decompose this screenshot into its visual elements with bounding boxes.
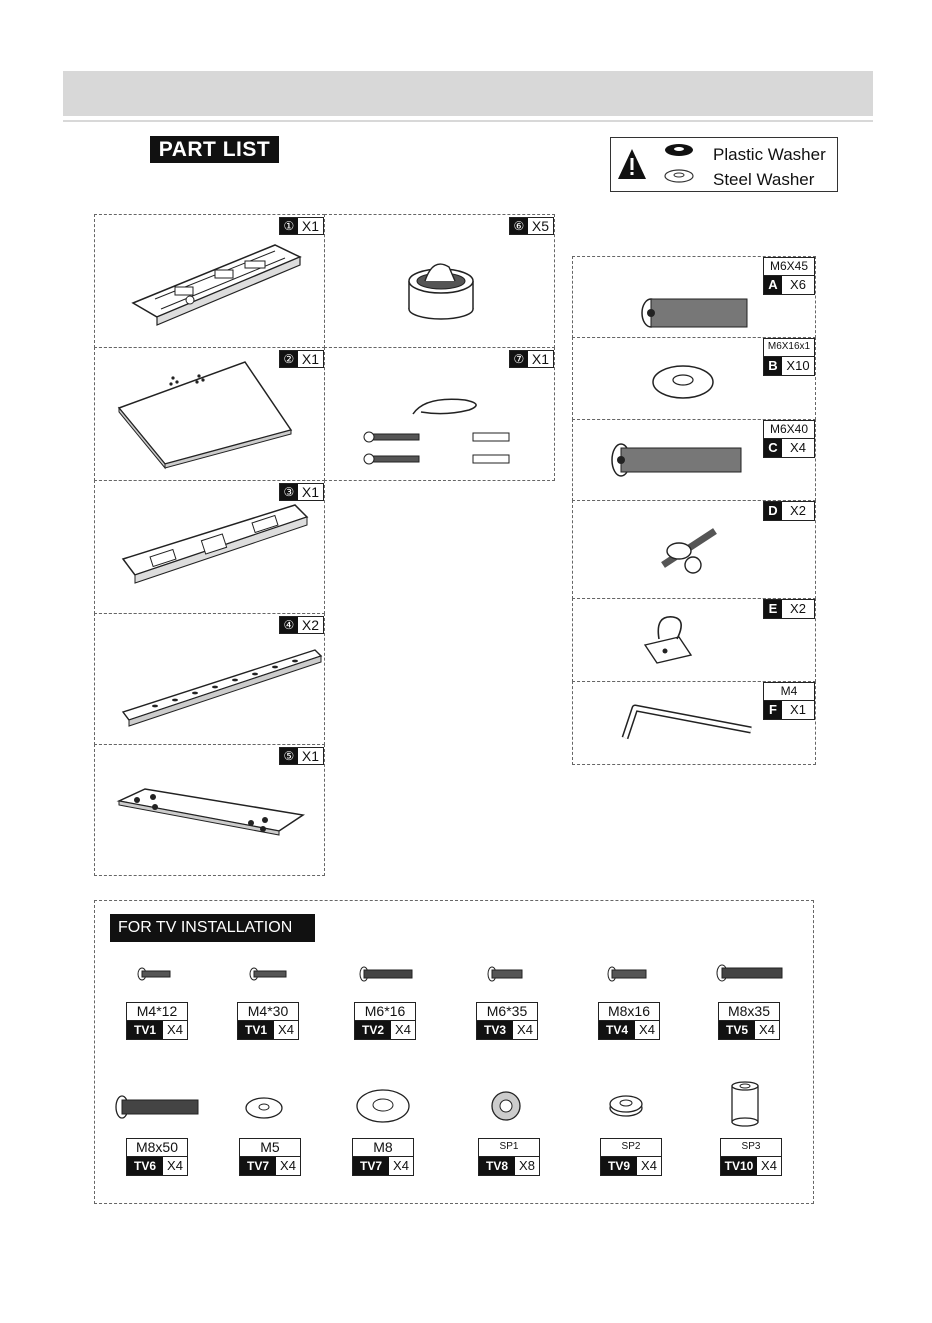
hardware-size: M6X45 (763, 257, 815, 276)
tv-item-quantity: X4 (759, 1022, 775, 1037)
screw-anchor-kit-icon (325, 348, 556, 482)
tv-item-quantity: X4 (167, 1158, 183, 1173)
tv-item-code: TV2 (355, 1021, 391, 1039)
tv-item-size: M8x16 (598, 1002, 660, 1021)
tv-item-size: M5 (239, 1138, 301, 1157)
tv-item-code: TV4 (599, 1021, 635, 1039)
hardware-quantity: X1 (790, 702, 806, 717)
tv-item-7-label (126, 1138, 188, 1176)
hardware-quantity: X2 (790, 503, 806, 518)
washer-m5-icon (242, 1094, 292, 1124)
hardware-size: M6X40 (763, 420, 815, 439)
part-4-cell (94, 613, 325, 745)
tv-item-12-label (720, 1138, 782, 1176)
screw-m4x30-icon (248, 966, 298, 986)
tv-item-size: M6*35 (476, 1002, 538, 1021)
screw-m6x16-icon (358, 964, 418, 984)
part-number: ③ (280, 484, 298, 500)
washer-m8-icon (355, 1086, 415, 1126)
part-6-cell (324, 214, 555, 348)
tv-item-9-label (352, 1138, 414, 1176)
tv-item-quantity: X4 (761, 1158, 777, 1173)
washer-warning-box (610, 137, 838, 192)
tv-item-10-label (478, 1138, 540, 1176)
hardware-quantity: X10 (786, 358, 810, 373)
steel-washer-label: Steel Washer (713, 170, 815, 189)
part-1-cell (94, 214, 325, 348)
tv-item-8-label (239, 1138, 301, 1176)
hardware-a-cell (572, 256, 816, 338)
part-quantity: X1 (301, 218, 319, 234)
screw-m8x16-icon (606, 964, 656, 984)
part-number: ② (280, 351, 298, 367)
tv-item-size: SP1 (478, 1138, 540, 1157)
tv-item-quantity: X4 (280, 1158, 296, 1173)
hardware-f-cell (572, 681, 816, 765)
wall-plate-icon (95, 481, 326, 615)
spacer-sp2-icon (604, 1092, 654, 1122)
part-number: ⑦ (510, 351, 528, 367)
tv-item-quantity: X4 (517, 1022, 533, 1037)
tv-installation-title: FOR TV INSTALLATION (110, 914, 315, 942)
hardware-b-cell (572, 337, 816, 420)
tv-item-1-label (126, 1002, 188, 1040)
washer-b-icon (573, 338, 817, 421)
tv-item-11-label (600, 1138, 662, 1176)
tv-item-size: M8 (352, 1138, 414, 1157)
mounting-arm-icon (95, 614, 326, 746)
part-3-cell (94, 480, 325, 614)
warning-triangle-icon (617, 145, 657, 185)
tv-item-quantity: X4 (278, 1022, 294, 1037)
tv-item-size: SP3 (720, 1138, 782, 1157)
hardware-quantity: X6 (790, 277, 806, 292)
tv-item-2-label (237, 1002, 299, 1040)
tv-item-size: M6*16 (354, 1002, 416, 1021)
tv-item-quantity: X4 (639, 1022, 655, 1037)
tv-item-code: TV6 (127, 1157, 163, 1175)
part-number: ⑥ (510, 218, 528, 234)
tv-item-quantity: X4 (395, 1022, 411, 1037)
part-quantity: X1 (531, 351, 549, 367)
tv-installation-box (94, 900, 814, 1204)
steel-washer-icon (661, 166, 701, 206)
tv-item-code: TV1 (238, 1021, 274, 1039)
tv-item-code: TV7 (240, 1157, 276, 1175)
tv-item-code: TV1 (127, 1021, 163, 1039)
tv-item-3-label (354, 1002, 416, 1040)
bolt-m6x45-icon (573, 257, 817, 339)
spacer-sp3-icon (726, 1078, 766, 1128)
part-quantity: X2 (301, 617, 319, 633)
tv-item-quantity: X8 (519, 1158, 535, 1173)
part-2-cell (94, 347, 325, 481)
header-bar (63, 71, 873, 116)
tv-item-quantity: X4 (641, 1158, 657, 1173)
hardware-e-cell (572, 598, 816, 682)
header-divider (63, 120, 873, 122)
hardware-size: M6X16x1 (763, 338, 815, 357)
tv-item-code: TV10 (721, 1157, 757, 1175)
cable-grommet-icon (325, 215, 556, 349)
screw-m6x35-icon (486, 964, 526, 984)
hardware-quantity: X4 (790, 440, 806, 455)
hardware-c-cell (572, 419, 816, 501)
hardware-size: M4 (763, 682, 815, 701)
tv-item-code: TV8 (479, 1157, 515, 1175)
hardware-letter: C (764, 439, 782, 457)
hardware-letter: B (764, 357, 782, 375)
tv-item-code: TV5 (719, 1021, 755, 1039)
part-quantity: X1 (301, 748, 319, 764)
cable-clip-icon (573, 599, 817, 683)
plastic-washer-label: Plastic Washer (713, 145, 826, 164)
tv-item-5-label (598, 1002, 660, 1040)
glass-shelf-icon (95, 348, 326, 482)
allen-key-icon (573, 682, 817, 766)
screw-m8x35-icon (716, 963, 786, 983)
screw-m8x50-icon (114, 1093, 204, 1123)
part-list-title: PART LIST (150, 136, 279, 163)
tv-item-code: TV3 (477, 1021, 513, 1039)
tv-item-4-label (476, 1002, 538, 1040)
hardware-letter: F (764, 701, 782, 719)
part-7-cell (324, 347, 555, 481)
hardware-d-cell (572, 500, 816, 599)
spacer-sp1-icon (488, 1088, 528, 1128)
part-number: ① (280, 218, 298, 234)
part-quantity: X1 (301, 351, 319, 367)
tv-item-size: M4*30 (237, 1002, 299, 1021)
tv-item-size: M4*12 (126, 1002, 188, 1021)
tv-item-quantity: X4 (167, 1022, 183, 1037)
hardware-letter: A (764, 276, 782, 294)
tv-item-size: M8x50 (126, 1138, 188, 1157)
hardware-letter: D (764, 502, 782, 520)
clamp-bolt-icon (573, 501, 817, 600)
part-number: ⑤ (280, 748, 298, 764)
bolt-m6x40-icon (573, 420, 817, 502)
part-number: ④ (280, 617, 298, 633)
tv-item-6-label (718, 1002, 780, 1040)
tv-item-size: SP2 (600, 1138, 662, 1157)
screw-m4x12-icon (136, 966, 176, 986)
hardware-letter: E (764, 600, 782, 618)
tv-item-code: TV7 (353, 1157, 389, 1175)
part-quantity: X5 (531, 218, 549, 234)
tv-item-quantity: X4 (393, 1158, 409, 1173)
part-quantity: X1 (301, 484, 319, 500)
tv-item-code: TV9 (601, 1157, 637, 1175)
part-5-cell (94, 744, 325, 876)
hardware-quantity: X2 (790, 601, 806, 616)
tv-stand-frame-icon (95, 215, 326, 349)
tv-item-size: M8x35 (718, 1002, 780, 1021)
connector-plate-icon (95, 745, 326, 877)
